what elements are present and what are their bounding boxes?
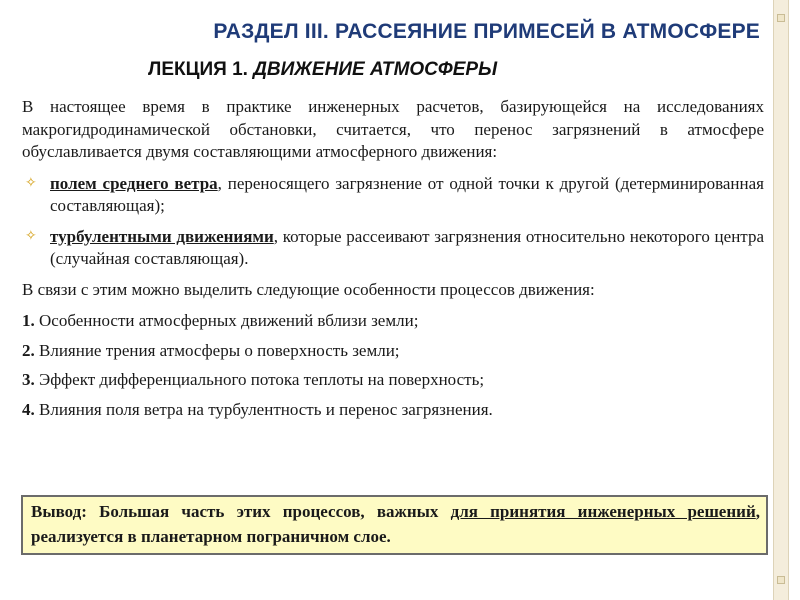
bullet-item <box>22 226 764 271</box>
numbered-item <box>22 310 764 333</box>
lead-paragraph: В связи с этим можно выделить следующие особенности процессов движения: <box>22 279 595 299</box>
numbered-item <box>22 399 764 422</box>
diamond-bullet-icon: ✧ <box>25 175 37 191</box>
item-number: 3. <box>22 370 35 389</box>
subtitle-italic: ДВИЖЕНИЕ АТМОСФЕРЫ <box>253 59 498 80</box>
rail-notch <box>777 576 785 584</box>
slide-body <box>22 96 764 428</box>
numbered-item <box>22 369 764 392</box>
subtitle-prefix: ЛЕКЦИЯ 1. <box>148 59 254 80</box>
bullet-item <box>22 173 764 218</box>
intro-paragraph: В настоящее время в практике инженерных расчетов, базирующейся на исследованиях макрогидродинамической обстановки, считается, что перенос загрязнений в атмосфере обуславливается двумя составляющими атмосферного движения: <box>22 97 764 161</box>
bullet-text: , которые рассеивают загрязнения относительно некоторого центра (случайная составляющая). <box>50 226 764 268</box>
item-number: 4. <box>22 399 35 419</box>
decorative-side-rail <box>773 0 789 600</box>
conclusion-box <box>21 495 768 555</box>
item-text: Влияния поля ветра на турбулентность и перенос загрязнения. <box>34 399 493 419</box>
conclusion-underlined: для принятия инженерных решений <box>450 502 756 521</box>
slide-title: РАЗДЕЛ III. РАССЕЯНИЕ ПРИМЕСЕЙ В АТМОСФЕРЕ <box>213 20 760 43</box>
slide-subtitle <box>148 59 497 81</box>
bullet-text: , переносящего загрязнение от одной точки к другой (детерминированная составляющая); <box>50 173 764 215</box>
numbered-item <box>22 340 764 363</box>
item-text: Эффект дифференциального потока теплоты на поверхность; <box>34 370 485 389</box>
item-text: Влияние трения атмосферы о поверхность земли; <box>34 340 400 360</box>
conclusion-text-end: , реализуется в планетарном пограничном слое. <box>31 502 760 546</box>
item-number: 1. <box>22 311 35 330</box>
conclusion-text-start: Вывод: Большая часть этих процессов, важных <box>31 502 451 521</box>
bullet-term: турбулентными движениями <box>50 226 274 246</box>
rail-notch <box>777 14 785 22</box>
item-number: 2. <box>22 340 35 360</box>
bullet-term: полем среднего ветра <box>50 173 218 193</box>
item-text: Особенности атмосферных движений вблизи земли; <box>34 311 419 330</box>
diamond-bullet-icon: ✧ <box>25 228 37 244</box>
